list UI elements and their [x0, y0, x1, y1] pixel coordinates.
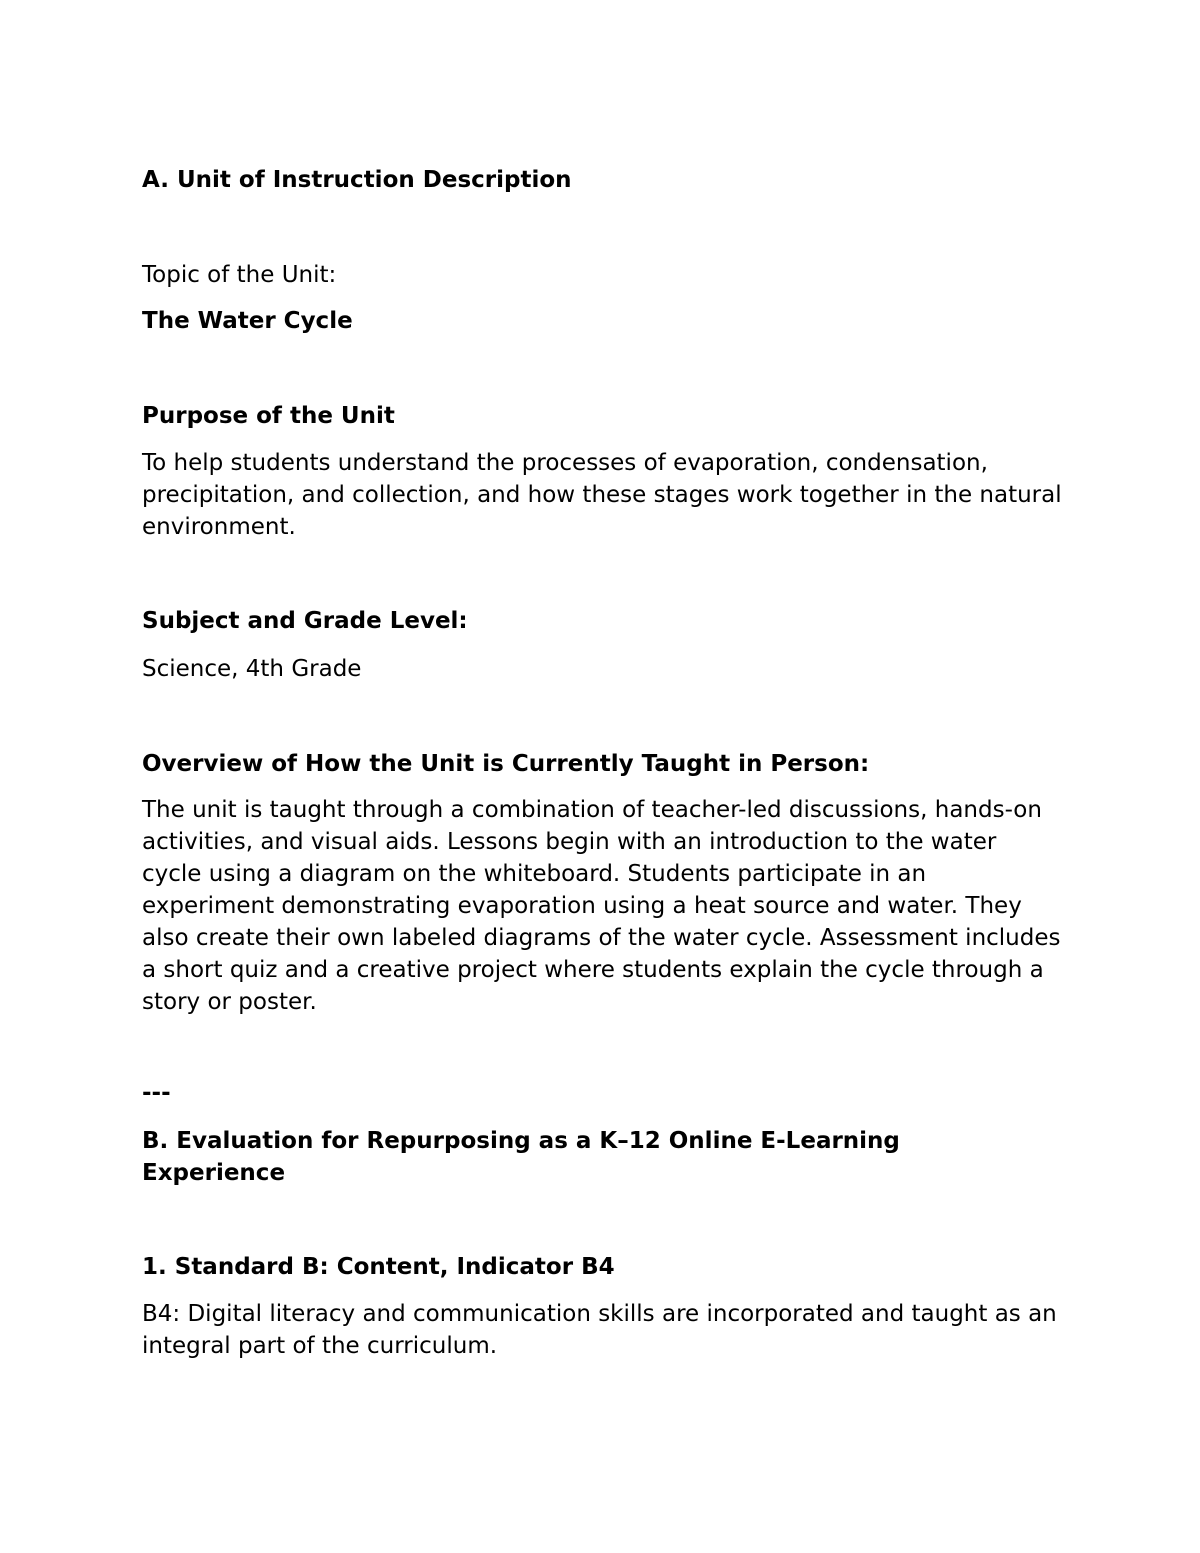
purpose-heading: Purpose of the Unit [142, 403, 395, 429]
topic-value: The Water Cycle [142, 308, 353, 334]
standard-text: B4: Digital literacy and communication skills are incorporated and taught as an integral part of the curriculum. [142, 1301, 1057, 1359]
overview-text: The unit is taught through a combination of teacher-led discussions, hands-on activities, and visual aids. Lessons begin with an introduction to the water cycle using a diagram on the whiteboard. Students participate in an experiment demonstrating evaporation using a heat source and water. They also create their own labeled diagrams of the water cycle. Assessment includes a short quiz and a creative project where students explain the cycle through a story or poster. [142, 797, 1061, 1015]
purpose-text: To help students understand the processes of evaporation, condensation, precipitation, and collection, and how these stages work together in the natural environment. [142, 450, 1062, 540]
overview-heading: Overview of How the Unit is Currently Taught in Person: [142, 751, 870, 777]
subject-heading: Subject and Grade Level: [142, 608, 468, 634]
subject-value: Science, 4th Grade [142, 656, 362, 682]
standard-heading: 1. Standard B: Content, Indicator B4 [142, 1254, 615, 1280]
document-page [142, 0, 1062, 1553]
section-separator: --- [142, 1080, 171, 1106]
section-a-heading: A. Unit of Instruction Description [142, 167, 572, 193]
topic-label: Topic of the Unit: [142, 262, 337, 288]
section-b-heading: B. Evaluation for Repurposing as a K–12 Online E-Learning Experience [142, 1128, 900, 1186]
